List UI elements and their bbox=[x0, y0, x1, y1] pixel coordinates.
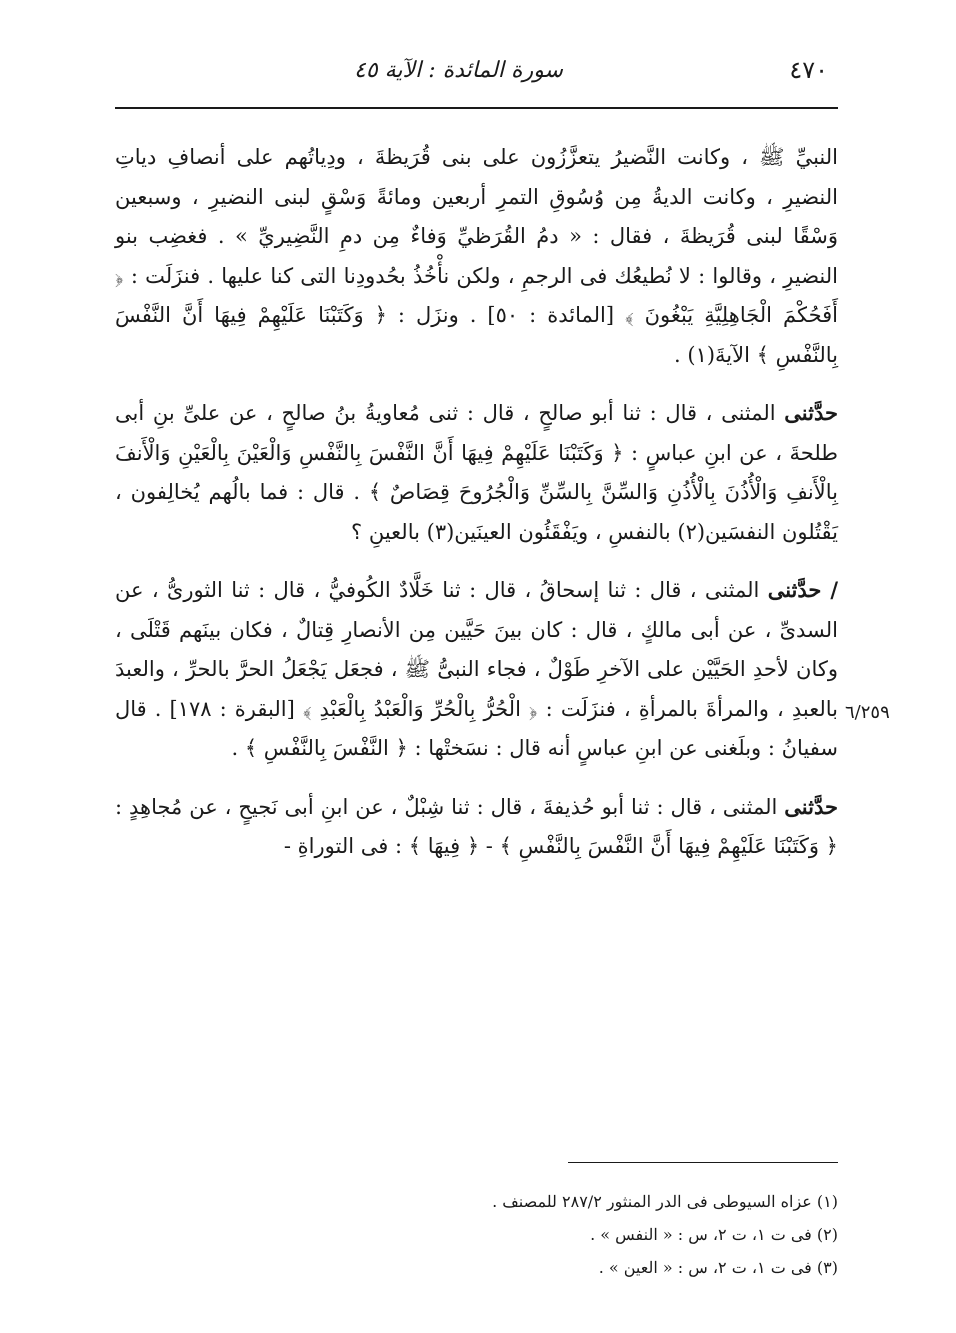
paragraph-3-lead: / حدَّثنى bbox=[767, 577, 838, 602]
paragraph-3 bbox=[115, 570, 838, 769]
page-number: ٤٧٠ bbox=[789, 56, 828, 84]
paragraph-4-text: المثنى ، قال : ثنا أبو حُذيفةَ ، قال : ثنا شِبْلٌ ، عن ابنِ أبى نَجيحٍ ، عن مُجاهِدٍ : ﴿ وَكَتَبْنَا عَلَيْهِمْ فِيهَا أَنَّ النَّفْسَ بِالنَّفْسِ ﴾ - ﴿ فِيهَا ﴾ : فى التوراةِ - bbox=[115, 794, 838, 858]
paragraph-1 bbox=[115, 138, 838, 375]
footnote-1: (١) عزاه السيوطى فى الدر المنثور ٢٨٧/٢ للمصنف . bbox=[492, 1192, 838, 1211]
paragraph-2-text: المثنى ، قال : ثنا أبو صالحٍ ، قال : ثنى مُعاويةُ بنُ صالحٍ ، عن علىِّ بنِ أبى طلحةَ ، عن ابنِ عباسٍ : ﴿ وَكَتَبْنَا عَلَيْهِمْ فِيهَا أَنَّ النَّفْسَ بِالنَّفْسِ وَالْعَيْنَ بِالْعَيْنِ وَالْأَنفَ بِالْأَنفِ وَالْأُذُنَ بِالْأُذُنِ وَالسِّنَّ بِالسِّنِّ وَالْجُرُوحَ قِصَاصٌ ﴾ . قال : فما بالُهم يُخالِفون ، يَقْتُلون النفسَين(٢) بالنفسِ ، ويَفْقَئُون العينَين(٣) بالعينِ ؟ bbox=[115, 401, 838, 544]
paragraph-3-text: المثنى ، قال : ثنا إسحاقُ ، قال : ثنا خَلَّادٌ الكُوفيُّ ، قال : ثنا الثورىُّ ، عن السدىِّ ، عن أبى مالكٍ ، قال : كان بينَ حَيَّين مِن الأنصارِ قِتالٌ ، فكان بينَهم قَتْلَى ، وكان لأحدِ الحَيَّيْن على الآخرِ طَوْلٌ ، فجاء النبىُّ ﷺ ، فجعَل يَجْعَلُ الحرَّ بالحرِّ ، والعبدَ بالعبدِ ، والمرأةَ بالمرأةِ ، فنزَلَت : ﴿ الْحُرُّ بِالْحُرِّ وَالْعَبْدُ بِالْعَبْدِ ﴾ [البقرة : ١٧٨] . قال سفيانُ : وبلَغنى عن ابنِ عباسٍ أنه قال : نسَختْها : ﴿ النَّفْسَ بِالنَّفْسِ ﴾ . bbox=[115, 578, 838, 760]
paragraph-4 bbox=[115, 787, 838, 867]
paragraph-2-lead: حدَّثنى bbox=[784, 400, 838, 425]
paragraph-1-text: النبيِّ ﷺ ، وكانت النَّضيرُ يتعزَّزُون على بنى قُرَيظةَ ، ودِياتُهم على أنصافِ دياتِ النضيرِ ، وكانت الديةُ مِن وُسُوقِ التمرِ أربعين ومائةً وَسْقٍ لبنى النضيرِ ، وسبعين وَسْقًا لبنى قُرَيظةَ ، فقال : « دمُ القُرَظيِّ وَفاءٌ مِن دمِ النَّضِيريِّ » . فغضِب بنو النضيرِ ، وقالوا : لا نُطيعُك فى الرجمِ ، ولكن نأْخُذُ بحُدودِنا التى كنا عليها . فنزَلَت : ﴿ أَفَحُكْمَ الْجَاهِلِيَّةِ يَبْغُونَ ﴾ [المائدة : ٥٠] . ونزَل : ﴿ وَكَتَبْنَا عَلَيْهِمْ فِيهَا أَنَّ النَّفْسَ بِالنَّفْسِ ﴾ الآيةَ(١) . bbox=[115, 145, 838, 367]
paragraph-4-lead: حدَّثنى bbox=[784, 793, 838, 819]
page-header bbox=[115, 52, 838, 102]
footnotes bbox=[115, 1185, 838, 1284]
margin-reference: ٦/٢٥٩ bbox=[845, 702, 890, 723]
footnote-3: (٣) فى ت ١، ت ٢، س : « العين » . bbox=[598, 1258, 838, 1277]
paragraph-2 bbox=[115, 393, 838, 552]
running-head: سورة المائدة : الآية ٤٥ bbox=[354, 58, 563, 83]
footnote-2: (٢) فى ت ١، ت ٢، س : « النفس » . bbox=[590, 1225, 838, 1244]
footnote-rule bbox=[568, 1162, 838, 1163]
header-rule bbox=[115, 107, 838, 109]
main-text bbox=[115, 138, 838, 885]
